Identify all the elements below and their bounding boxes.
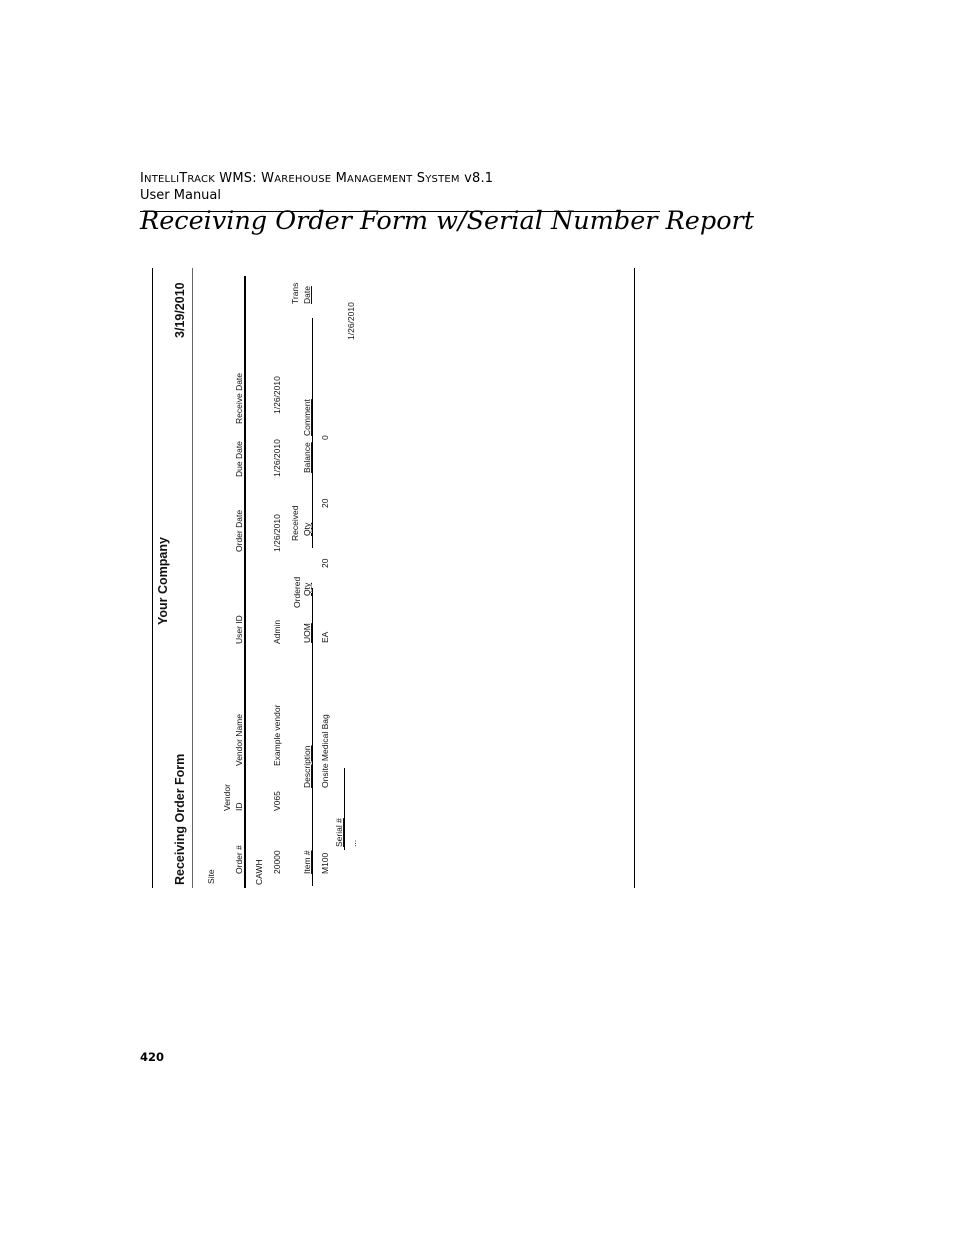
col-received-qty: Qty <box>302 522 312 536</box>
title-rule <box>192 268 193 888</box>
col-serial-no: Serial # <box>334 818 344 847</box>
col-site: Site <box>206 869 216 884</box>
col-receive-date: Receive Date <box>234 372 244 424</box>
col-balance: Balance <box>302 442 312 473</box>
item-header-rule-2 <box>312 318 313 548</box>
balance-value: 0 <box>320 435 330 440</box>
vendor-id-value: V065 <box>272 791 282 811</box>
rotated-report-image <box>150 268 636 888</box>
ordered-value: 20 <box>320 558 330 568</box>
page-number: 420 <box>140 1050 165 1064</box>
page-title: Receiving Order Form w/Serial Number Report <box>140 206 754 236</box>
col-item-no: Item # <box>302 850 312 874</box>
col-vendor-id: ID <box>234 802 244 811</box>
description-value: Onsite Medical Bag <box>320 714 330 788</box>
col-vendor-name: Vendor Name <box>234 714 244 766</box>
manual-header-subtitle: User Manual <box>140 188 222 203</box>
report-bottom-border <box>634 268 635 888</box>
report-title: Receiving Order Form <box>173 753 187 885</box>
report-top-border <box>152 268 153 888</box>
receiving-order-report <box>150 268 636 888</box>
col-received-top: Received <box>290 505 300 541</box>
user-id-value: Admin <box>272 619 282 644</box>
col-user-id: User ID <box>234 615 244 644</box>
report-company: Your Company <box>156 537 170 625</box>
report-date: 3/19/2010 <box>173 282 187 338</box>
vendor-name-value: Example vendor <box>272 704 282 766</box>
col-uom: UOM <box>302 623 312 643</box>
item-header-rule <box>312 588 313 886</box>
order-no-value: 20000 <box>272 850 282 874</box>
receive-date-value: 1/26/2010 <box>272 376 282 414</box>
col-comment: Comment <box>302 399 312 436</box>
due-date-value: 1/26/2010 <box>272 439 282 477</box>
col-description: Description <box>302 745 312 788</box>
col-ordered-qty: Qty <box>302 582 312 596</box>
trans-date-value: 1/26/2010 <box>346 302 356 340</box>
col-due-date: Due Date <box>234 441 244 477</box>
serial-value: ... <box>348 839 358 847</box>
serial-header-rule <box>344 768 345 850</box>
col-order-date: Order Date <box>234 509 244 552</box>
col-trans-top: Trans <box>290 282 300 304</box>
order-date-value: 1/26/2010 <box>272 514 282 552</box>
site-value: CAWH <box>254 859 264 885</box>
received-value: 20 <box>320 498 330 508</box>
col-vendor-top: Vendor <box>222 784 232 811</box>
item-no-value: M100 <box>320 852 330 874</box>
col-ordered-top: Ordered <box>292 576 302 608</box>
manual-header-title: INTELLITRACK WMS: WAREHOUSE MANAGEMENT SYSTEM v8.1 <box>140 171 494 186</box>
col-trans-date: Date <box>302 286 312 304</box>
uom-value: EA <box>320 631 330 643</box>
col-order-no: Order # <box>234 845 244 874</box>
order-header-rule <box>244 276 246 888</box>
